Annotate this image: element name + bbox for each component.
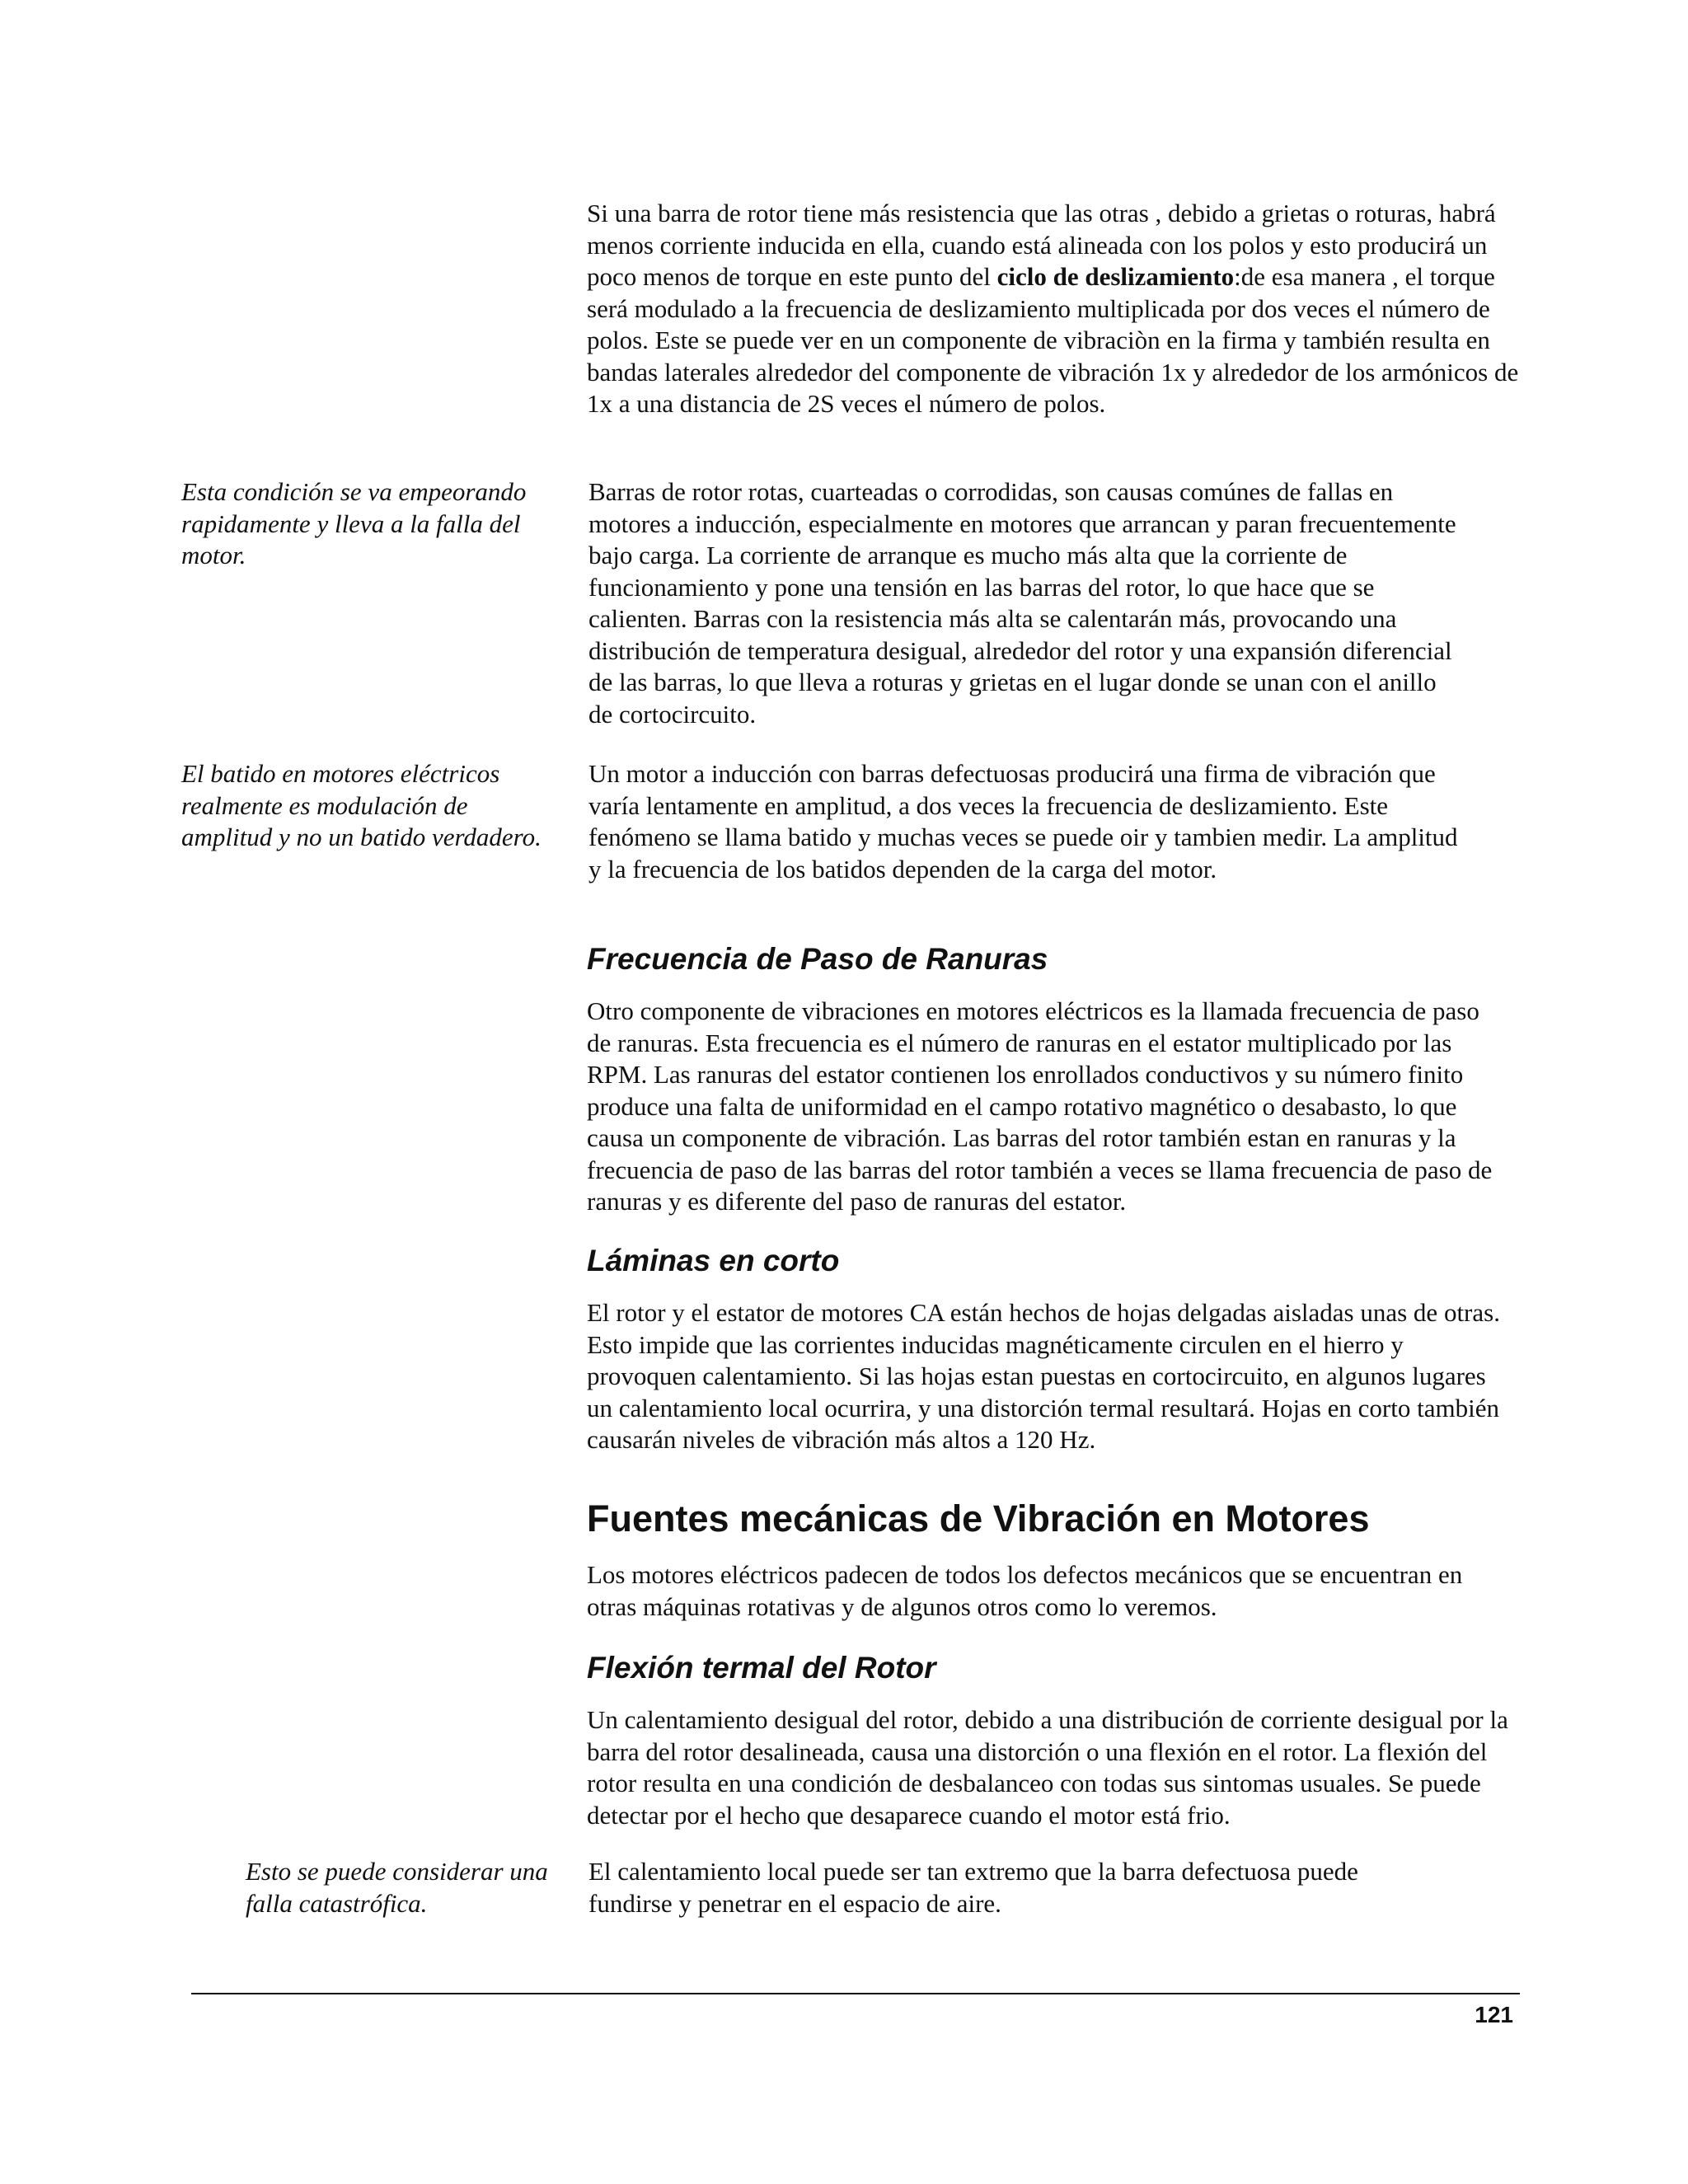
- paragraph-slot-pass-frequency: Otro componente de vibraciones en motores eléctricos es la llamada frecuencia de paso de ranuras. Esta frecuencia es el número de ranuras en el estator multiplicado por las RPM. Las ranuras del estator contienen los enrollados conductivos y su número finito produce una falta de uniformidad en el campo rotativo magnético o desabasto, lo que causa un componente de vibración. Las barras del rotor también estan en ranuras y la frecuencia de paso de las barras del rotor también a veces se llama frecuencia de paso de ranuras y es diferente del paso de ranuras del estator.: [587, 996, 1493, 1216]
- paragraph-beating-phenomenon: Un motor a inducción con barras defectuosas producirá una firma de vibración que varía lentamente en amplitud, a dos veces la frecuencia de deslizamiento. Este fenómeno se llama batido y muchas veces se puede oir y tambien medir. La amplitud y la frecuencia de los batidos dependen de la carga del motor.: [588, 759, 1458, 883]
- page-number: 121: [1475, 2002, 1513, 2027]
- paragraph-thermal-rotor-bow: Un calentamiento desigual del rotor, debido a una distribución de corriente desigual por la barra del rotor desalineada, causa una distorción o una flexión en el rotor. La flexión del rotor resulta en una condición de desbalanceo con todas sus sintomas usuales. Se puede detectar por el hecho que desaparece cuando el motor está frio.: [587, 1705, 1508, 1830]
- paragraph-local-heating: El calentamiento local puede ser tan extremo que la barra defectuosa puede fundirse y penetrar en el espacio de aire.: [588, 1857, 1358, 1918]
- heading-shorted-laminations: Láminas en corto: [587, 1244, 840, 1277]
- margin-note-catastrophic-failure: Esto se puede considerar una falla catastrófica.: [246, 1857, 548, 1918]
- bold-term-slip-cycle: ciclo de deslizamiento: [996, 262, 1235, 291]
- margin-note-worsening-condition: Esta condición se va empeorando rapidamente y lleva a la falla del motor.: [181, 477, 527, 569]
- footer-rule: [191, 1993, 1520, 1994]
- heading-slot-pass-frequency: Frecuencia de Paso de Ranuras: [587, 942, 1048, 976]
- paragraph-text: Si una barra de rotor tiene más resistencia que las otras , debido a grietas o roturas, habrá menos corriente inducida en ella, cuando está alineada con los polos y esto producirá un poco menos de torque en este punto del: [587, 199, 1496, 291]
- paragraph-shorted-laminations: El rotor y el estator de motores CA están hechos de hojas delgadas aisladas unas de otras. Esto impide que las corrientes inducidas magnéticamente circulen en el hierro y provoquen calentamiento. Si las hojas estan puestas en cortocircuito, en algunos lugares un calentamiento local ocurrira, y una distorción termal resultará. Hojas en corto también causarán niveles de vibración más altos a 120 Hz.: [587, 1298, 1500, 1454]
- margin-note-beating: El batido en motores eléctricos realmente es modulación de amplitud y no un batido verdadero.: [181, 759, 542, 851]
- paragraph-mechanical-defects: Los motores eléctricos padecen de todos los defectos mecánicos que se encuentran en otras máquinas rotativas y de algunos otros como lo veremos.: [587, 1560, 1463, 1621]
- paragraph-broken-bar-resistance: [587, 198, 1523, 420]
- paragraph-broken-rotor-bars: Barras de rotor rotas, cuarteadas o corrodidas, son causas comúnes de fallas en motores a inducción, especialmente en motores que arrancan y paran frecuentemente bajo carga. La corriente de arranque es mucho más alta que la corriente de funcionamiento y pone una tensión en las barras del rotor, lo que hace que se calienten. Barras con la resistencia más alta se calentarán más, provocando una distribución de temperatura desigual, alrededor del rotor y una expansión diferencial de las barras, lo que lleva a roturas y grietas en el lugar donde se unan con el anillo de cortocircuito.: [588, 477, 1456, 729]
- paragraph-text: :de esa manera , el torque será modulado a la frecuencia de deslizamiento multiplicada por dos veces el número de polos. Este se puede ver en un componente de vibraciòn en la firma y también resulta en bandas laterales alrededor del componente de vibración 1x y alrededor de los armónicos de 1x a una distancia de 2S veces el número de polos.: [587, 262, 1519, 418]
- heading-thermal-rotor-bow: Flexión termal del Rotor: [587, 1651, 936, 1685]
- heading-mechanical-vibration-sources: Fuentes mecánicas de Vibración en Motores: [587, 1497, 1370, 1540]
